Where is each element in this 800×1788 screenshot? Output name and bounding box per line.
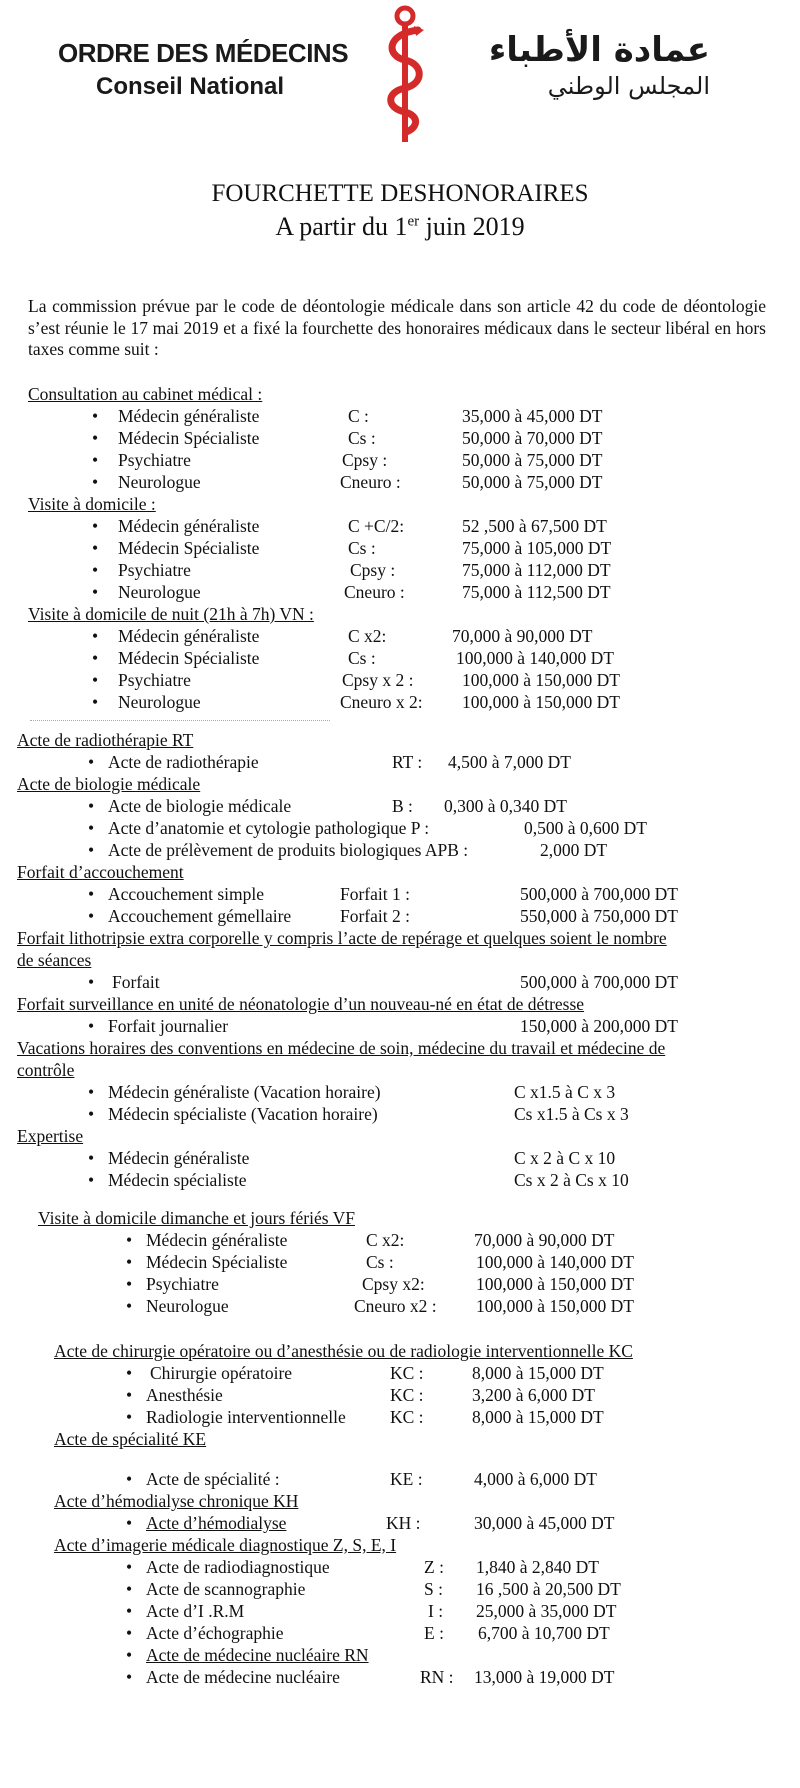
bullet-icon: • xyxy=(88,1170,95,1190)
date-superscript: er xyxy=(407,213,420,230)
bullet-icon: • xyxy=(126,1557,133,1577)
bullet-icon: • xyxy=(126,1363,133,1383)
bullet-icon: • xyxy=(92,582,99,602)
fee-item-code: C : xyxy=(348,406,369,426)
fee-item-range: 70,000 à 90,000 DT xyxy=(474,1230,615,1250)
org-title-fr: ORDRE DES MÉDECINS xyxy=(58,38,349,68)
fee-item-code: C +C/2: xyxy=(348,516,405,536)
fee-item-code: KE : xyxy=(390,1469,423,1489)
fee-item-label: Psychiatre xyxy=(146,1274,219,1294)
bullet-icon: • xyxy=(126,1469,133,1489)
org-subtitle-ar: المجلس الوطني xyxy=(547,72,710,100)
date-suffix: juin 2019 xyxy=(419,212,525,241)
fee-item-range: 16 ,500 à 20,500 DT xyxy=(476,1579,621,1599)
fee-item-code: Cs : xyxy=(366,1252,394,1272)
bullet-icon: • xyxy=(126,1385,133,1405)
bullet-icon: • xyxy=(88,1016,95,1036)
fee-item-label: Acte de biologie médicale xyxy=(108,796,292,816)
bullet-icon: • xyxy=(126,1579,133,1599)
section-heading: Forfait d’accouchement xyxy=(17,862,184,882)
fee-item-code: KC : xyxy=(390,1385,424,1405)
fee-item-range: 500,000 à 700,000 DT xyxy=(520,972,678,992)
fee-item-range: 8,000 à 15,000 DT xyxy=(472,1363,604,1383)
bullet-icon: • xyxy=(88,906,95,926)
fee-item-label: Acte d’anatomie et cytologie pathologique P : xyxy=(108,818,430,838)
section-heading: Visite à domicile dimanche et jours fériés VF xyxy=(38,1208,355,1228)
fee-item-code: Cpsy : xyxy=(342,450,388,470)
fee-item-code: Cs : xyxy=(348,648,376,668)
fee-item-code: KC : xyxy=(390,1363,424,1383)
fee-item-label: Acte de radiothérapie xyxy=(108,752,259,772)
fee-item-range: Cs x 2 à Cs x 10 xyxy=(514,1170,629,1190)
fee-item-label: Médecin spécialiste (Vacation horaire) xyxy=(108,1104,378,1124)
fee-item-range: 0,300 à 0,340 DT xyxy=(444,796,567,816)
fee-item-range: 100,000 à 150,000 DT xyxy=(476,1296,634,1316)
fee-item-range: 100,000 à 140,000 DT xyxy=(456,648,614,668)
bullet-icon: • xyxy=(126,1230,133,1250)
fee-item-range: 2,000 DT xyxy=(540,840,608,860)
org-name-arabic xyxy=(470,30,710,102)
fee-item-code: Cneuro : xyxy=(344,582,405,602)
fee-item-label: Acte de médecine nucléaire xyxy=(146,1667,340,1687)
fee-item-range: 50,000 à 70,000 DT xyxy=(462,428,603,448)
section-heading: Acte de spécialité KE xyxy=(54,1429,207,1449)
fee-item-range: Cs x1.5 à Cs x 3 xyxy=(514,1104,629,1124)
fee-item-code: KC : xyxy=(390,1407,424,1427)
fee-item-code: RT : xyxy=(392,752,423,772)
fee-item-code: RN : xyxy=(420,1667,454,1687)
fee-item-label: Psychiatre xyxy=(118,560,191,580)
fee-item-range: 75,000 à 112,000 DT xyxy=(462,560,611,580)
section-heading: Forfait surveillance en unité de néonatologie d’un nouveau-né en état de détresse xyxy=(17,994,585,1014)
intro-paragraph: La commission prévue par le code de déontologie médicale dans son article 42 du code de déontologie s’est réunie le 17 mai 2019 et a fixé la fourchette des honoraires médicaux dans le secteur libéral en hors taxes comme suit : xyxy=(28,296,766,359)
fee-item-label: Neurologue xyxy=(118,692,201,712)
fee-item-label: Psychiatre xyxy=(118,670,191,690)
fee-item-label: Acte d’I .R.M xyxy=(146,1601,245,1621)
fee-item-code: Cpsy : xyxy=(350,560,396,580)
fee-item-code: S : xyxy=(424,1579,443,1599)
fee-item-code: C x2: xyxy=(348,626,387,646)
org-title-ar: عمادة الأطباء xyxy=(488,30,710,70)
fee-item-label: Radiologie interventionnelle xyxy=(146,1407,346,1427)
fee-item-label: Anesthésie xyxy=(146,1385,223,1405)
bullet-icon: • xyxy=(88,1148,95,1168)
fee-item-label: Neurologue xyxy=(118,472,201,492)
letterhead xyxy=(0,0,800,150)
bullet-icon: • xyxy=(126,1645,133,1665)
fee-item-range: 75,000 à 112,500 DT xyxy=(462,582,611,602)
fee-item-label: Accouchement simple xyxy=(108,884,264,904)
section-heading: Visite à domicile : xyxy=(28,494,156,514)
fee-item-label: Acte d’hémodialyse xyxy=(146,1513,287,1533)
fee-item-label: Médecin généraliste xyxy=(118,626,260,646)
fee-item-range: 52 ,500 à 67,500 DT xyxy=(462,516,607,536)
bullet-icon: • xyxy=(92,538,99,558)
bullet-icon: • xyxy=(92,450,99,470)
bullet-icon: • xyxy=(126,1274,133,1294)
fee-item-code: KH : xyxy=(386,1513,421,1533)
fee-item-label: Médecin Spécialiste xyxy=(118,538,260,558)
fee-item-range: 13,000 à 19,000 DT xyxy=(474,1667,615,1687)
fee-item-range: 1,840 à 2,840 DT xyxy=(476,1557,599,1577)
bullet-icon: • xyxy=(88,818,95,838)
fee-item-range: 4,000 à 6,000 DT xyxy=(474,1469,597,1489)
fee-item-code: B : xyxy=(392,796,413,816)
fee-item-range: 75,000 à 105,000 DT xyxy=(462,538,612,558)
fee-item-range: 550,000 à 750,000 DT xyxy=(520,906,678,926)
fee-item-label: Forfait xyxy=(112,972,160,992)
org-name-french xyxy=(58,38,348,101)
bullet-icon: • xyxy=(92,560,99,580)
fee-item-code: Cneuro x2 : xyxy=(354,1296,437,1316)
fee-item-range: 25,000 à 35,000 DT xyxy=(476,1601,617,1621)
fee-item-range: C x 2 à C x 10 xyxy=(514,1148,616,1168)
fee-item-label: Acte d’échographie xyxy=(146,1623,284,1643)
bullet-icon: • xyxy=(92,670,99,690)
bullet-icon: • xyxy=(88,884,95,904)
fee-item-range: 50,000 à 75,000 DT xyxy=(462,450,603,470)
bullet-icon: • xyxy=(126,1407,133,1427)
fee-item-label: Psychiatre xyxy=(118,450,191,470)
fee-item-code: Cs : xyxy=(348,538,376,558)
fee-item-label: Médecin généraliste xyxy=(118,406,260,426)
fee-item-label: Acte de prélèvement de produits biologiques APB : xyxy=(108,840,469,860)
section-heading: Expertise xyxy=(17,1126,84,1146)
bullet-icon: • xyxy=(126,1623,133,1643)
section-heading: Acte de biologie médicale xyxy=(17,774,201,794)
fee-item-label: Médecin généraliste (Vacation horaire) xyxy=(108,1082,381,1102)
bullet-icon: • xyxy=(88,1104,95,1124)
bullet-icon: • xyxy=(92,692,99,712)
fee-item-range: 100,000 à 150,000 DT xyxy=(476,1274,634,1294)
section-heading: Acte d’imagerie médicale diagnostique Z, S, E, I xyxy=(54,1535,397,1555)
section-heading: Visite à domicile de nuit (21h à 7h) VN : xyxy=(28,604,314,624)
fee-item-label: Médecin Spécialiste xyxy=(118,648,260,668)
section-heading: Acte de chirurgie opératoire ou d’anesthésie ou de radiologie interventionnelle KC xyxy=(54,1341,633,1361)
fee-item-range: 70,000 à 90,000 DT xyxy=(452,626,593,646)
scan-artifact-divider xyxy=(30,720,330,725)
org-subtitle-fr: Conseil National xyxy=(96,73,285,100)
fee-item-code: E : xyxy=(424,1623,444,1643)
document-title: FOURCHETTE DESHONORAIRES xyxy=(211,180,589,207)
fee-item-code: Cpsy x 2 : xyxy=(342,670,414,690)
section-heading: Forfait lithotripsie extra corporelle y compris l’acte de repérage et quelques soient le nombre xyxy=(17,928,667,948)
fee-item-range: 4,500 à 7,000 DT xyxy=(448,752,571,772)
fee-item-range: C x1.5 à C x 3 xyxy=(514,1082,616,1102)
fee-item-label: Chirurgie opératoire xyxy=(150,1363,293,1383)
fee-item-label: Forfait journalier xyxy=(108,1016,229,1036)
section-heading: contrôle xyxy=(17,1060,75,1080)
bullet-icon: • xyxy=(92,648,99,668)
section-heading: Acte de radiothérapie RT xyxy=(17,730,194,750)
bullet-icon: • xyxy=(126,1601,133,1621)
fee-item-label: Acte de radiodiagnostique xyxy=(146,1557,330,1577)
fee-item-label: Médecin généraliste xyxy=(146,1230,288,1250)
bullet-icon: • xyxy=(88,796,95,816)
fee-item-label: Neurologue xyxy=(118,582,201,602)
fee-item-label: Neurologue xyxy=(146,1296,229,1316)
fee-item-label: Acte de médecine nucléaire RN xyxy=(146,1645,369,1665)
fee-item-label: Médecin généraliste xyxy=(118,516,260,536)
fee-item-code: Cs : xyxy=(348,428,376,448)
document-date-line xyxy=(0,212,800,242)
fee-item-range: 30,000 à 45,000 DT xyxy=(474,1513,615,1533)
fee-item-code: Cneuro : xyxy=(340,472,401,492)
bullet-icon: • xyxy=(92,516,99,536)
bullet-icon: • xyxy=(88,972,95,992)
fee-item-code: Forfait 1 : xyxy=(340,884,410,904)
fee-item-code: Cpsy x2: xyxy=(362,1274,425,1294)
fee-item-label: Médecin généraliste xyxy=(108,1148,250,1168)
fee-item-label: Acte de scannographie xyxy=(146,1579,306,1599)
bullet-icon: • xyxy=(88,840,95,860)
bullet-icon: • xyxy=(92,626,99,646)
fee-item-range: 100,000 à 140,000 DT xyxy=(476,1252,634,1272)
fee-item-range: 3,200 à 6,000 DT xyxy=(472,1385,595,1405)
fee-item-code: C x2: xyxy=(366,1230,405,1250)
fee-item-label: Accouchement gémellaire xyxy=(108,906,292,926)
fee-item-label: Acte de spécialité : xyxy=(146,1469,280,1489)
bullet-icon: • xyxy=(92,472,99,492)
bullet-icon: • xyxy=(126,1296,133,1316)
fee-item-label: Médecin Spécialiste xyxy=(146,1252,288,1272)
fee-item-code: Forfait 2 : xyxy=(340,906,410,926)
fee-item-range: 150,000 à 200,000 DT xyxy=(520,1016,678,1036)
bullet-icon: • xyxy=(92,406,99,426)
section-heading: Consultation au cabinet médical : xyxy=(28,384,263,404)
fee-item-code: Cneuro x 2: xyxy=(340,692,423,712)
bullet-icon: • xyxy=(88,1082,95,1102)
bullet-icon: • xyxy=(88,752,95,772)
fee-item-range: 6,700 à 10,700 DT xyxy=(478,1623,610,1643)
bullet-icon: • xyxy=(126,1513,133,1533)
fee-item-code: I : xyxy=(428,1601,444,1621)
fee-item-range: 0,500 à 0,600 DT xyxy=(524,818,647,838)
bullet-icon: • xyxy=(126,1252,133,1272)
section-heading: Acte d’hémodialyse chronique KH xyxy=(54,1491,299,1511)
section-heading: de séances xyxy=(17,950,92,970)
section-heading: Vacations horaires des conventions en médecine de soin, médecine du travail et médecine de xyxy=(17,1038,666,1058)
fee-item-label: Médecin Spécialiste xyxy=(118,428,260,448)
fee-item-range: 100,000 à 150,000 DT xyxy=(462,692,620,712)
date-prefix: A partir du 1 xyxy=(275,212,408,241)
bullet-icon: • xyxy=(92,428,99,448)
fee-item-range: 100,000 à 150,000 DT xyxy=(462,670,620,690)
fee-item-range: 8,000 à 15,000 DT xyxy=(472,1407,604,1427)
bullet-icon: • xyxy=(126,1667,133,1687)
fee-item-range: 35,000 à 45,000 DT xyxy=(462,406,603,426)
fee-item-range: 500,000 à 700,000 DT xyxy=(520,884,678,904)
fee-item-code: Z : xyxy=(424,1557,444,1577)
caduceus-logo-icon xyxy=(378,4,432,144)
fee-item-label: Médecin spécialiste xyxy=(108,1170,247,1190)
fee-item-range: 50,000 à 75,000 DT xyxy=(462,472,603,492)
